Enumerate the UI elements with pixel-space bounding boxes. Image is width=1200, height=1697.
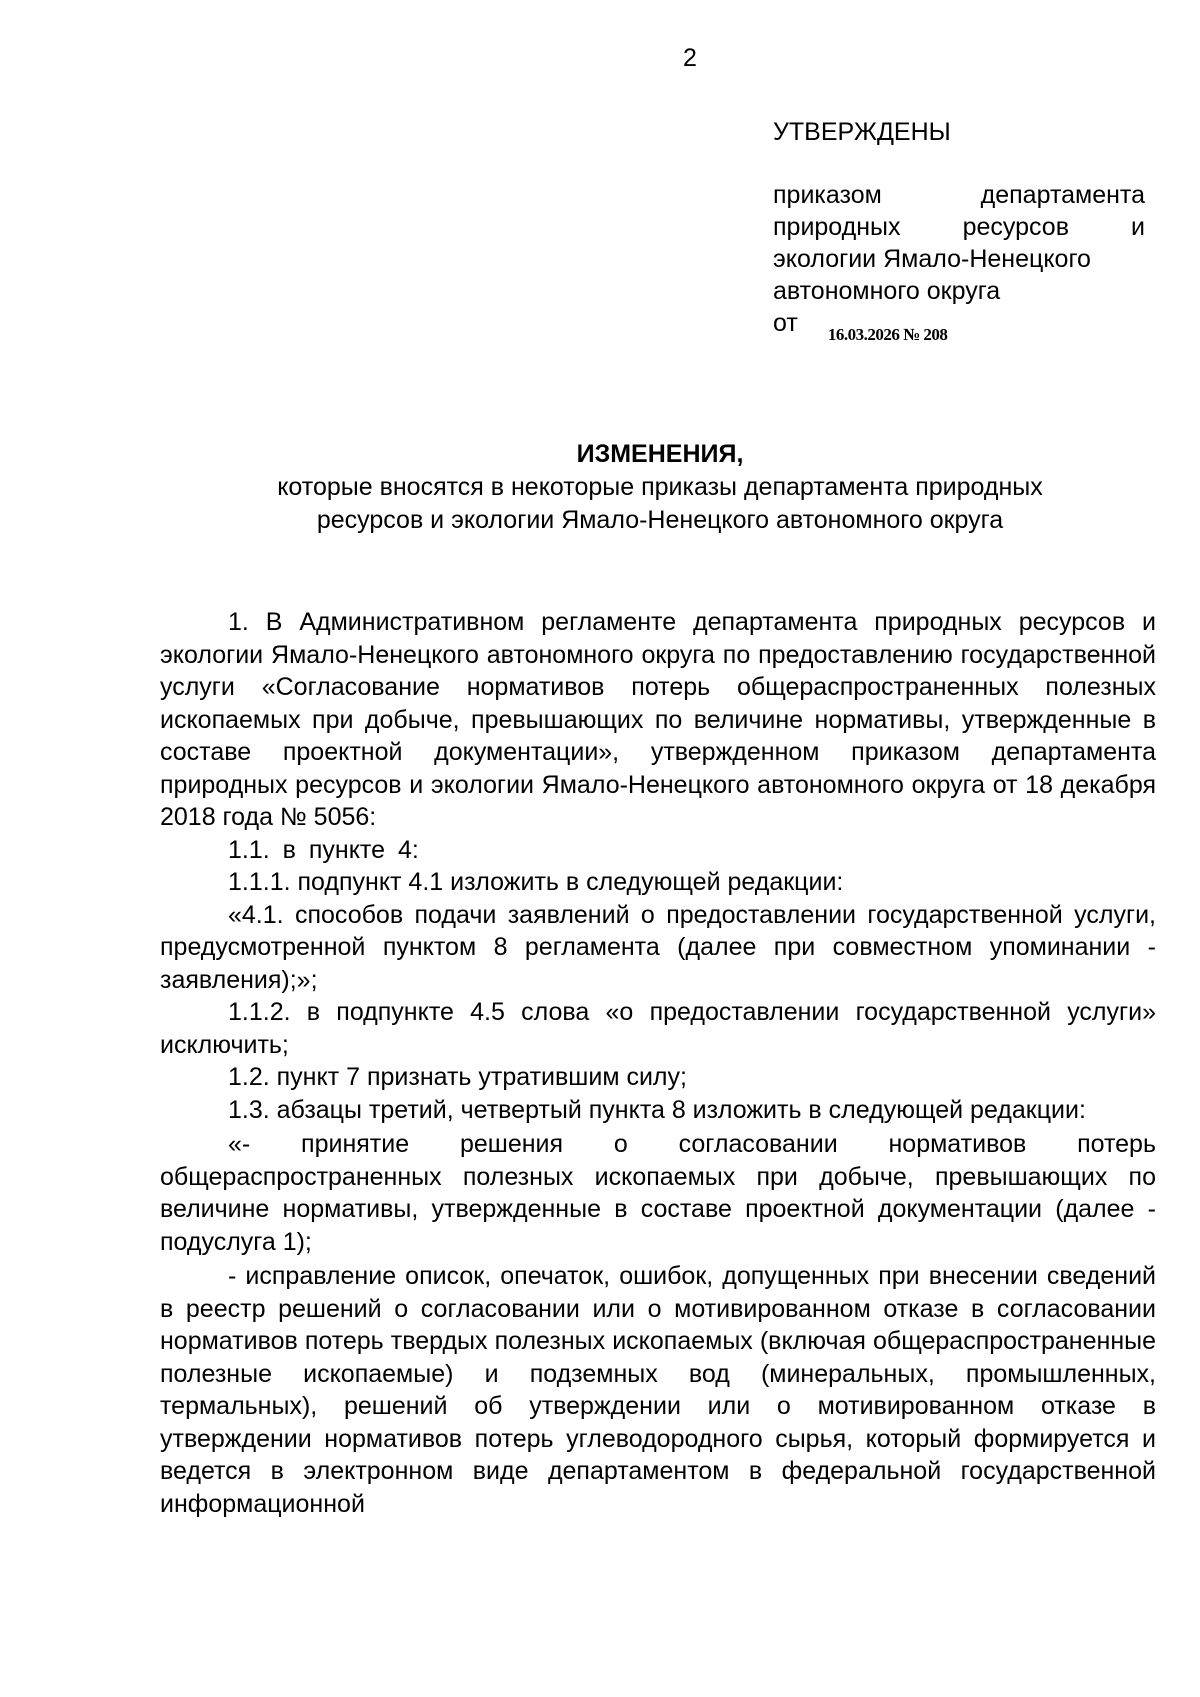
body-paragraph: 1.3. абзацы третий, четвертый пункта 8 изложить в следующей редакции: xyxy=(228,1095,1086,1124)
approval-word: природных xyxy=(773,213,901,241)
body-paragraph: 1.1.2. в подпункте 4.5 слова «о предоставлении государственной услуги» исключить; xyxy=(160,998,1156,1059)
approval-word: ресурсов xyxy=(962,213,1069,241)
approval-line-1 xyxy=(773,179,1145,211)
approval-line-3: экологии Ямало-Ненецкого xyxy=(773,245,1091,273)
approval-block xyxy=(773,116,1145,342)
approval-text xyxy=(773,179,1145,342)
document-body xyxy=(160,606,1156,1520)
document-subtitle-line-1: которые вносятся в некоторые приказы департамента природных xyxy=(277,473,1043,501)
approval-line-4: автономного округа xyxy=(773,277,1001,305)
approval-title: УТВЕРЖДЕНЫ xyxy=(773,118,951,146)
approval-from-label: от xyxy=(773,309,798,337)
approval-date-row xyxy=(773,307,1145,342)
page-number: 2 xyxy=(683,44,697,72)
body-paragraph: «- принятие решения о согласовании нормативов потерь общераспространенных полезных ископаемых при добыче, превышающих по величине нормативы, утвержденные в составе проектной документации (далее - подуслуга 1); xyxy=(160,1130,1156,1256)
approval-line-2 xyxy=(773,211,1145,243)
body-paragraph: 1.1. в пункте 4: xyxy=(228,835,419,864)
body-paragraph: - исправление описок, опечаток, ошибок, допущенных при внесении сведений в реестр решений о согласовании или о мотивированном отказе в согласовании нормативов потерь твердых полезных ископаемых (включая общераспространенные полезные ископаемые) и подземных вод (минеральных, промышленных, термальных), решений об утверждении или о мотивированном отказе в утверждении нормативов потерь углеводородного сырья, который формируется и ведется в электронном виде департаментом в федеральной государственной информационной xyxy=(160,1262,1156,1518)
approval-date-number: 16.03.2026 № 208 xyxy=(827,325,948,344)
document-heading xyxy=(160,438,1160,537)
approval-word: приказом xyxy=(773,181,882,209)
approval-word: и xyxy=(1131,213,1145,241)
approval-word: департамента xyxy=(980,181,1145,209)
body-paragraph: 1. В Административном регламенте департамента природных ресурсов и экологии Ямало-Ненецкого автономного округа по предоставлению государственной услуги «Согласование нормативов потерь общераспространенных полезных ископаемых при добыче, превышающих по величине нормативы, утвержденные в составе проектной документации», утвержденном приказом департамента природных ресурсов и экологии Ямало-Ненецкого автономного округа от 18 декабря 2018 года № 5056: xyxy=(160,608,1156,831)
document-subtitle-line-2: ресурсов и экологии Ямало-Ненецкого автономного округа xyxy=(316,506,1004,534)
body-paragraph: «4.1. способов подачи заявлений о предоставлении государственной услуги, предусмотренной пунктом 8 регламента (далее при совместном упоминании - заявления);»; xyxy=(160,900,1156,994)
body-paragraph: 1.2. пункт 7 признать утратившим силу; xyxy=(228,1063,687,1091)
document-title: ИЗМЕНЕНИЯ, xyxy=(576,440,744,468)
body-paragraph: 1.1.1. подпункт 4.1 изложить в следующей редакции: xyxy=(228,868,844,896)
